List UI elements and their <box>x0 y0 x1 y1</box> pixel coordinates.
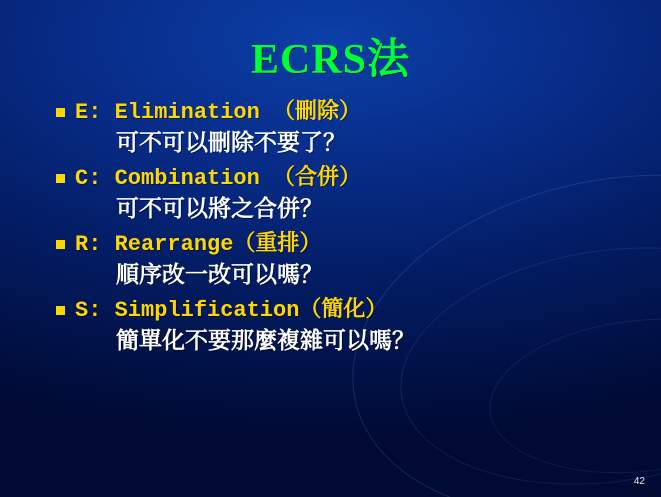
bullet-main-text: C: Combination （合併） <box>75 165 362 191</box>
bullet-sub-text: 可不可以將之合併？ <box>116 195 323 221</box>
bullet-sub-text: 簡單化不要那麼複雜可以嗎？ <box>116 327 415 353</box>
bullet-list <box>56 98 637 362</box>
bullet-item <box>56 230 637 290</box>
bullet-main-line <box>56 98 637 127</box>
slide-title: ECRS法 <box>250 37 411 83</box>
bullet-item <box>56 98 637 158</box>
bullet-main-line <box>56 164 637 193</box>
bullet-main-line <box>56 230 637 259</box>
bullet-main-text: S: Simplification（簡化） <box>75 297 388 323</box>
slide-page-number: 42 <box>633 476 645 487</box>
bullet-main-line <box>56 296 637 325</box>
bullet-item <box>56 164 637 224</box>
square-bullet-icon <box>56 174 65 183</box>
bullet-main-text: R: Rearrange（重排） <box>75 231 322 257</box>
bullet-sub-text: 順序改一改可以嗎？ <box>116 261 323 287</box>
square-bullet-icon <box>56 240 65 249</box>
square-bullet-icon <box>56 108 65 117</box>
bullet-sub-text: 可不可以刪除不要了？ <box>116 130 346 156</box>
bullet-item <box>56 296 637 356</box>
square-bullet-icon <box>56 306 65 315</box>
bullet-main-text: E: Elimination （刪除） <box>75 100 362 125</box>
